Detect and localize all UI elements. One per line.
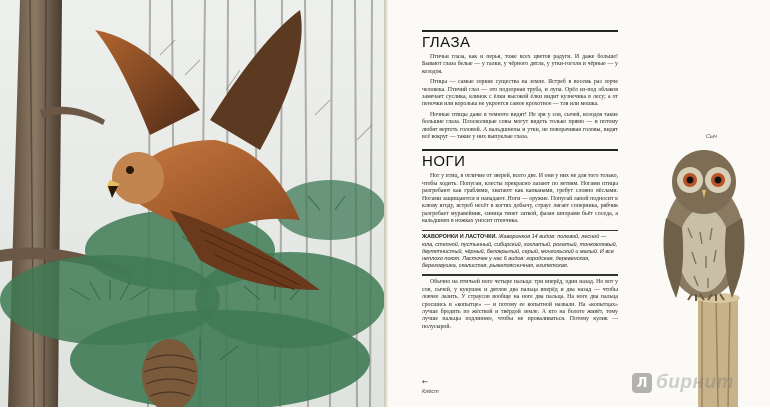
right-page [388, 0, 770, 407]
crossbill-caption: Клёст [422, 389, 439, 395]
left-arrow-icon: ← [422, 378, 428, 386]
owl-caption: Сыч [706, 134, 717, 140]
watermark-logo-icon: Л [632, 373, 652, 393]
eyes-heading: ГЛАЗА [422, 30, 618, 51]
hawk-forest-illustration [0, 0, 385, 407]
text-column [422, 30, 618, 331]
larks-swallows-sidebar [422, 230, 618, 276]
legs-heading: НОГИ [422, 149, 618, 170]
toes-paragraph: Обычно на птичьей ноге четыре пальца: три вперёд, один назад. Но вот у сов, сычей, у кукушек и дятлов два пальца вперёд и два назад — чтобы ловчее лазить. У страусов вообще на ноге два пальца. На ноге два пальца сросшись в «копытце» — и потому ее копытной назвали. На «копытцах» лучше бродить по жёсткой и твёрдой земле. А кто на болоте живёт, тому лучше пальцы подлиннее, чтобы не проваливаться. Потому кулик — полусырой. [422, 279, 618, 330]
owl-illustration [636, 148, 770, 407]
hawk-painting [0, 0, 385, 407]
sidebar-title: ЖАВОРОНКИ И ЛАСТОЧКИ. [422, 234, 497, 241]
watermark-text: бирнит [656, 372, 734, 393]
legs-paragraph-1: Ног у птиц, в отличие от зверей, всего две. И они у них не для того только, чтобы ходить. Попугаи, клесты прекрасно лазают по ветвям. Ногами птицы разгребают как граблями, хватают как капканами, гребут словно вёслами. Ногами защищаются и нападают. Ноги — оружие. Попугай лапой подносит к клюву ягоду, ястреб несёт в когтях добычу, страус лягает соперника, рябчик разгребает муравейник, синица тянет заткой, фазан шпорами бьёт соседа, а вальдшнеп в ножках уносит птенчика. [422, 173, 618, 224]
eyes-paragraph-3: Ночные птицы даже в темноте видят! Не зря у сов, сычей, козодоя такие большие глаза. Плосколицые совы могут видеть только прямо — и потому любят вертеть головой. А вальдшнепы и утки, не поворачивая головы, видят всё вокруг — такие у них выпуклые глаза. [422, 111, 618, 141]
eyes-paragraph-1: Птичьи глаза, как и перья, тоже всех цветов радуги. И даже больше! Бывают глаза белые — у галки, у чёрного дятла, у утки-гоголя и чёрные — у козодоя. [422, 54, 618, 75]
watermark [632, 372, 734, 394]
eyes-paragraph-2: Птицы — самые зоркие существа на земле. Ястреб в восемь раз зорче человека. Птичий глаз — это подзорная труба, и лупа. Орёл из-под облаков замечает суслика, клинок с ёлки высокой ёлки видит кузнечика в лесу; а от пеночки или королька не укроется самое крохотное — тля или мошка. [422, 79, 618, 108]
sidebar-text: Жаворонков 14 видов: полевой, лесной — юла, степной, пустынный, сибирский, хохлатый, рогатый, тонкоклювый, двупятнистый, чёрный, белокрылый, серый, монгольский и малый. И все неплохо поют. Ласточек у нас 6 видов: городская, деревенская, береговушка, скалистая, рыжепоясничная, египетская. [422, 234, 618, 270]
owl-drawing [636, 148, 770, 407]
